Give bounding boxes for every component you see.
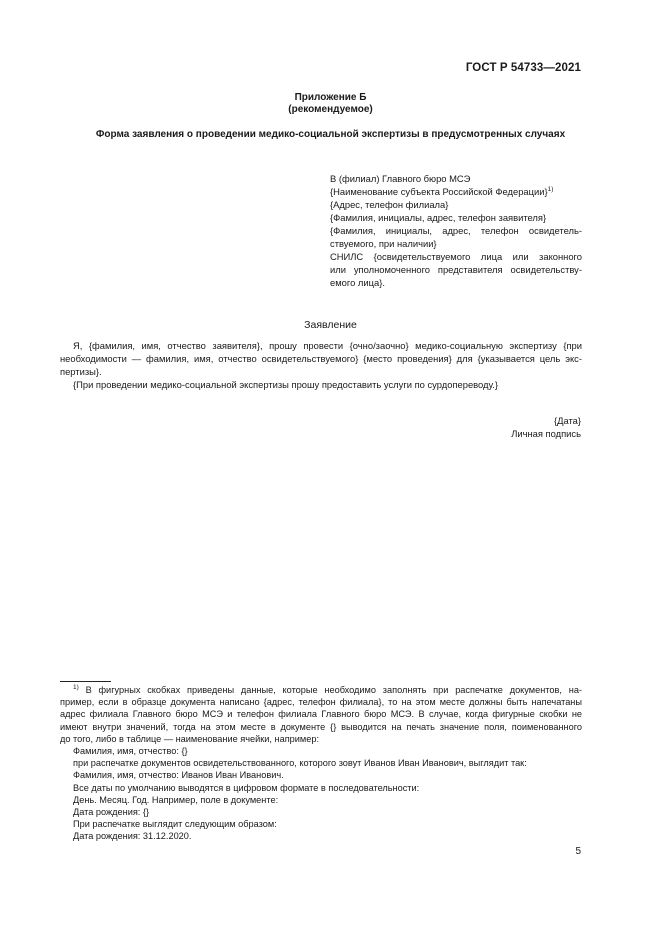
address-line-text: {Наименование субъекта Российской Федерации} (330, 186, 548, 197)
address-line: {Адрес, телефон филиала} (330, 199, 449, 210)
date-placeholder: {Дата} (553, 415, 581, 426)
footnote-mark: 1) (73, 684, 79, 691)
statement-line: пертизы}. (60, 366, 102, 377)
footnote-line: Дата рождения: {} (73, 807, 150, 818)
form-title: Форма заявления о проведении медико-социальной экспертизы в предусмотренных случаях (95, 129, 566, 140)
address-line: или уполномоченного представителя освидетельству- (330, 264, 582, 275)
footnote-line (60, 684, 582, 696)
footnote-divider (60, 681, 111, 682)
footnote-line: День. Месяц. Год. Например, поле в документе: (73, 794, 279, 805)
statement-paragraph-2 (60, 378, 582, 391)
footnote-line: до того, либо в таблице — наименование ячейки, например: (60, 733, 319, 744)
statement-paragraph-1 (60, 339, 582, 378)
footnote-line: адрес филиала Главного бюро МСЭ и телефон филиала Главного бюро МСЭ. В случае, когда фигурные скобки не (60, 709, 582, 720)
footnote-line: пример, если в образце документа написано {адрес, телефон филиала}, то на этом месте должны быть напечатаны (60, 697, 582, 708)
footnote-line: Дата рождения: 31.12.2020. (73, 831, 192, 842)
footnote-line: Все даты по умолчанию выводятся в цифровом формате в последовательности: (73, 782, 420, 793)
footnote-line: Фамилия, имя, отчество: Иванов Иван Иванович. (73, 770, 284, 781)
address-line: СНИЛС {освидетельствуемого лица или законного (330, 251, 582, 262)
statement-title: Заявление (304, 319, 357, 331)
footnote-line: имеют внутри значений, тогда на этом месте в документе {} выводится на печать значение поля, поименованного (60, 721, 582, 732)
footnote-line: Фамилия, имя, отчество: {} (73, 746, 188, 757)
footnote-line: При распечатке выглядит следующим образом: (73, 819, 277, 830)
appendix-subtitle: (рекомендуемое) (288, 104, 373, 115)
signature-label: Личная подпись (511, 428, 581, 439)
address-block (330, 172, 582, 289)
standard-number: ГОСТ Р 54733—2021 (465, 62, 581, 74)
footnote-ref: 1) (547, 186, 554, 193)
address-line: {Фамилия, инициалы, адрес, телефон освидетель- (330, 225, 582, 236)
address-line: В (филиал) Главного бюро МСЭ (330, 173, 471, 184)
address-line: емого лица}. (330, 277, 385, 288)
footnote (60, 684, 582, 843)
statement-line: необходимости — фамилия, имя, отчество освидетельствуемого} {место проведения} для {указывается цель экс- (60, 353, 582, 364)
address-line: {Фамилия, инициалы, адрес, телефон заявителя} (330, 212, 547, 223)
appendix-title: Приложение Б (294, 92, 367, 103)
statement-line: {При проведении медико-социальной экспертизы прошу предоставить услуги по сурдопереводу.} (73, 379, 498, 390)
address-line: ствуемого, при наличии} (330, 238, 437, 249)
statement-line: Я, {фамилия, имя, отчество заявителя}, прошу провести {очно/заочно} медико-социальную экспертизу {при (73, 340, 582, 351)
footnote-line: при распечатке документов освидетельствованного, которого зовут Иванов Иван Иванович, выглядит так: (73, 758, 527, 769)
address-line (330, 185, 582, 198)
footnote-text: В фигурных скобках приведены данные, которые необходимо заполнять при распечатке документов, на- (85, 685, 582, 695)
page-number: 5 (575, 846, 581, 857)
